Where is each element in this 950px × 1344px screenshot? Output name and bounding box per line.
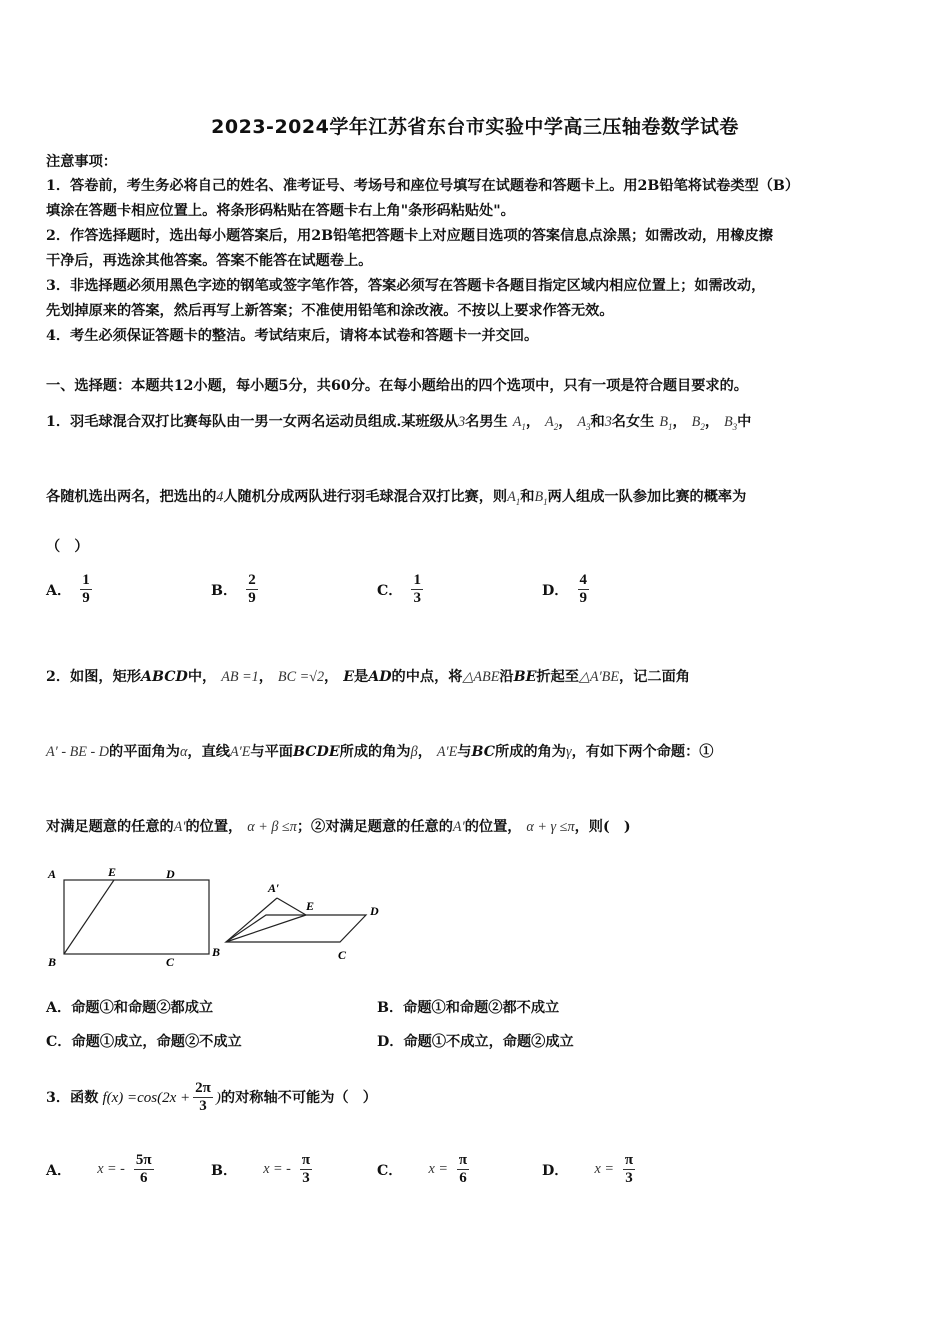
- q2-text: 折起至: [536, 669, 579, 685]
- q3-math: x =: [594, 1161, 614, 1177]
- q2-text: 2．如图，矩形: [46, 669, 141, 685]
- q1-text: 和: [520, 489, 535, 505]
- q3-option-d[interactable]: D． x = $\frac{\pi}{3}$: [542, 1152, 634, 1186]
- label-e: E: [108, 865, 117, 879]
- q2-text: 沿: [499, 669, 514, 685]
- q3-math: ): [215, 1089, 221, 1106]
- q2-option-a[interactable]: A．命题①和命题②都成立: [46, 1000, 214, 1016]
- q2-math: △A′BE: [579, 669, 620, 685]
- q1-var-b1: $B_1$: [534, 489, 548, 507]
- q2-var: AD: [368, 669, 392, 685]
- q1-var-a2: $A_2$: [545, 414, 559, 432]
- q1-paren: （ ）: [46, 539, 89, 555]
- q2-var: BCDE: [293, 744, 340, 760]
- label-a-prime: A′: [268, 881, 280, 895]
- q2-math: △ABE: [462, 669, 500, 685]
- q2-line2: A′ - BE - D的平面角为α，直线A′E与平面BCDE所成的角为β， A′E与BC所成的角为γ，有如下两个命题：①: [46, 744, 714, 760]
- q2-text: 与平面: [250, 744, 293, 760]
- q3-option-c[interactable]: C． x = $\frac{\pi}{6}$: [377, 1152, 468, 1186]
- fraction: $\frac{\pi}{6}$: [458, 1152, 468, 1186]
- q1-var-a1: $A_1$: [507, 489, 521, 507]
- rectangle-figure: [47, 865, 209, 969]
- notice-line: 1．答卷前，考生务必将自己的姓名、准考证号、考场号和座位号填写在试题卷和答题卡上。用2B铅笔将试卷类型（B）: [46, 178, 800, 194]
- q1-var-b3: $B_3$: [723, 414, 738, 432]
- q2-text: ，有如下两个命题：①: [571, 744, 714, 760]
- fraction: $\frac{2\pi}{3}$: [195, 1080, 211, 1114]
- q1-option-c[interactable]: C． $\frac{1}{3}$: [377, 572, 421, 606]
- q2-math: β: [410, 744, 418, 760]
- q2-text: ，则( ): [574, 819, 631, 835]
- fraction: $\frac{4}{9}$: [579, 572, 587, 606]
- fraction: $\frac{2}{9}$: [248, 572, 256, 606]
- q1-option-d[interactable]: D． $\frac{4}{9}$: [542, 572, 587, 606]
- q1-var-b2: $B_2$: [691, 414, 705, 432]
- q2-text: 与: [457, 744, 472, 760]
- q3-math: x = -: [97, 1161, 125, 1177]
- q1-text: 1．羽毛球混合双打比赛每队由一男一女两名运动员组成.某班级从: [46, 414, 459, 430]
- label-d: D: [166, 867, 175, 881]
- q1-text: 名男生: [465, 414, 508, 430]
- label-c: C: [166, 955, 175, 969]
- fraction: $\frac{5\pi}{6}$: [135, 1152, 152, 1186]
- q2-text: 中，: [187, 669, 217, 685]
- q2-math: A′E: [436, 744, 458, 760]
- q1-text: 名女生: [611, 414, 655, 430]
- q2-option-c[interactable]: C．命题①成立，命题②不成立: [46, 1034, 242, 1050]
- q2-text: 的平面角为: [109, 744, 180, 760]
- q2-text: 对满足题意的任意的: [46, 819, 174, 835]
- fraction: $\frac{1}{9}$: [82, 572, 90, 606]
- q1-option-b[interactable]: B． $\frac{2}{9}$: [211, 572, 256, 606]
- q3-line: [46, 1080, 906, 1115]
- label-b: B: [48, 955, 57, 969]
- q1-text: 各随机选出两名，把选出的: [46, 489, 217, 505]
- notice-line: 2．作答选择题时，选出每小题答案后，用2B铅笔把答题卡上对应题目选项的答案信息点涂黑；如需改动，用橡皮擦: [46, 228, 773, 244]
- page-title: 2023-2024学年江苏省东台市实验中学高三压轴卷数学试卷: [211, 116, 739, 138]
- q2-text: 的位置，: [464, 819, 522, 835]
- notice-line: 先划掉原来的答案，然后再写上新答案；不准使用铅笔和涂改液。不按以上要求作答无效。: [46, 303, 614, 319]
- q3-math: x = -: [263, 1161, 291, 1177]
- fraction: $\frac{\pi}{3}$: [301, 1152, 311, 1186]
- q2-line3: [46, 815, 906, 839]
- q2-line1: 2．如图，矩形ABCD中， AB =1， BC =√2， E是AD的中点，将△ABE沿BE折起至△A′BE，记二面角: [46, 669, 690, 685]
- q2-text: 是: [354, 669, 369, 685]
- q2-math: A′E: [229, 744, 251, 760]
- q2-math: α + β ≤π: [247, 819, 297, 835]
- label-a: A: [48, 867, 57, 881]
- q3-math: x =: [428, 1161, 448, 1177]
- q2-math: γ: [565, 744, 572, 760]
- section-heading: 一、选择题：本题共12小题，每小题5分，共60分。在每小题给出的四个选项中，只有一项是符合题目要求的。: [46, 378, 748, 394]
- q2-text: ，记二面角: [619, 669, 690, 685]
- q2-math: AB =1: [221, 669, 259, 685]
- q2-figure: [44, 862, 394, 970]
- q2-math: A′ - BE - D: [46, 744, 109, 760]
- notice-line: 3．非选择题必须用黑色字迹的钢笔或签字笔作答，答案必须写在答题卡各题目指定区域内相应位置上；如需改动，: [46, 278, 766, 294]
- q1-text: 两人组成一队参加比赛的概率为: [547, 489, 747, 505]
- notice-line: 填涂在答题卡相应位置上。将条形码粘贴在答题卡右上角"条形码粘贴处"。: [46, 203, 515, 219]
- q1-option-a[interactable]: A． $\frac{1}{9}$: [46, 572, 90, 606]
- notice-line: 干净后，再选涂其他答案。答案不能答在试题卷上。: [46, 253, 373, 269]
- q2-text: 的位置，: [185, 819, 243, 835]
- q1-var-a1: $A_1$: [512, 414, 526, 432]
- q3-option-a[interactable]: A． x = - $\frac{5\pi}{6}$: [46, 1152, 152, 1186]
- q1-text: 人随机分成两队进行羽毛球混合双打比赛，则: [223, 489, 508, 505]
- notice-line: 4．考生必须保证答题卡的整洁。考试结束后，请将本试卷和答题卡一并交回。: [46, 328, 539, 344]
- q2-math: α: [179, 744, 188, 760]
- q1-num: 3: [604, 414, 612, 430]
- q1-text: 和: [590, 414, 605, 430]
- q2-math: α + γ ≤π: [526, 819, 575, 835]
- q2-var: BC: [471, 744, 496, 760]
- label-e: E: [306, 899, 315, 913]
- label-c: C: [338, 948, 347, 962]
- q2-math: A′: [173, 819, 186, 835]
- q2-var: BE: [513, 669, 537, 685]
- notice-heading: 注意事项：: [46, 154, 117, 170]
- q2-math: A′: [452, 819, 465, 835]
- label-b: B: [212, 945, 221, 959]
- q3-option-b[interactable]: B． x = - $\frac{\pi}{3}$: [211, 1152, 311, 1186]
- q1-text: 中: [737, 414, 752, 430]
- q3-text: 3．函数: [46, 1089, 99, 1106]
- q2-var: ABCD: [141, 669, 188, 685]
- label-d: D: [370, 904, 379, 918]
- q2-text: ；②对满足题意的任意的: [296, 819, 453, 835]
- q2-option-b[interactable]: B．命题①和命题②都不成立: [377, 1000, 560, 1016]
- q2-math: BC =√2: [277, 669, 325, 685]
- q1-var-a3: $A_3$: [577, 414, 591, 432]
- q2-text: 的中点，将: [391, 669, 463, 685]
- q1-num: 3: [458, 414, 466, 430]
- q3-math: f(x) =cos(2x +: [102, 1089, 191, 1106]
- q1-num: 4: [216, 489, 224, 505]
- fraction: $\frac{\pi}{3}$: [624, 1152, 634, 1186]
- q2-text: 所成的角为: [339, 744, 411, 760]
- q2-option-d[interactable]: D．命题①不成立，命题②成立: [377, 1034, 574, 1050]
- q3-text: 的对称轴不可能为（ ）: [220, 1089, 377, 1106]
- q2-var: E: [343, 669, 355, 685]
- q1-line2: [46, 485, 906, 514]
- fraction: $\frac{1}{3}$: [413, 572, 421, 606]
- q2-text: ，直线: [187, 744, 230, 760]
- q2-text: 所成的角为: [495, 744, 566, 760]
- folded-figure: [211, 881, 379, 962]
- q1-line1: 1．羽毛球混合双打比赛每队由一男一女两名运动员组成.某班级从3名男生 $A_1$， $A_2$， $A_3$和3名女生 $B_1$， $B_2$， $B_3$中: [46, 414, 752, 432]
- q1-var-b1: $B_1$: [659, 414, 673, 432]
